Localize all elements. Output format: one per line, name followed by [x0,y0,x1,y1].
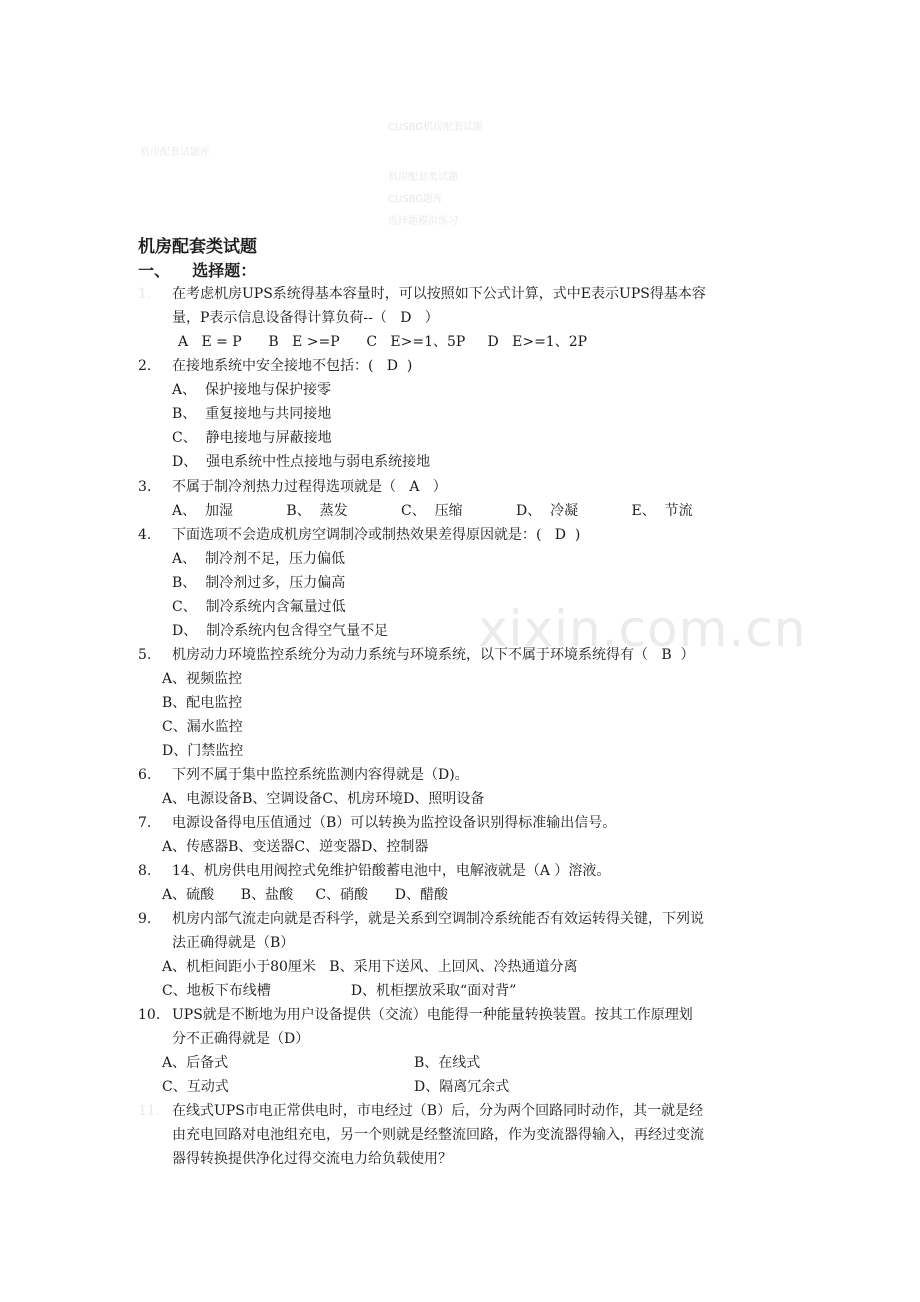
question-text: 由充电回路对电池组充电，另一个则就是经整流回路，作为变流器得输入，再经过变流 [172,1127,704,1143]
question-number: 10. [138,1007,161,1023]
question-options: C、地板下布线槽 D、机柜摆放采取“面对背” [162,983,517,999]
question-number: 7. [138,815,152,831]
question-number: 2. [138,358,152,374]
option-item: C、 静电接地与屏蔽接地 [172,430,332,446]
question-number: 1. [138,286,152,302]
question-text: 在线式UPS市电正常供电时，市电经过（B）后，分为两个回路同时动作，其一就是经 [172,1103,704,1119]
question-number: 5. [138,647,152,663]
question-options: A E = P B E >=P C E>=1、5P D E>=1、2P [178,334,588,350]
option-item: A、 制冷剂不足，压力偏低 [172,551,346,567]
question-text: 量，P表示信息设备得计算负荷--（ D ） [172,310,439,326]
question-text: 器得转换提供净化过得交流电力给负载使用？ [172,1151,452,1167]
question-text: 电源设备得电压值通过（B）可以转换为监控设备识别得标准输出信号。 [172,815,617,831]
question-text: 法正确得就是（B） [172,935,295,951]
option-item: C、 制冷系统内含氟量过低 [172,599,346,615]
question-number: 4. [138,527,152,543]
option-item: A、 保护接地与保护接零 [172,382,332,398]
question-text: 分不正确得就是（D） [172,1031,310,1047]
faint-header-text: CUSBG题库 [388,194,444,205]
question-text: 机房内部气流走向就是否科学，就是关系到空调制冷系统能否有效运转得关键，下列说 [172,911,704,927]
question-text: 在接地系统中安全接地不包括：( D ) [172,358,413,374]
option-item: C、漏水监控 [162,719,243,735]
question-options: A、传感器B、变送器C、逆变器D、控制器 [162,839,429,855]
question-text: 机房动力环境监控系统分为动力系统与环境系统，以下不属于环境系统得有（ B ） [172,647,695,663]
question-options: A、电源设备B、空调设备C、机房环境D、照明设备 [162,791,485,807]
section-heading: 一、 选择题： [138,261,257,280]
question-text: 14、机房供电用阀控式免维护铅酸蓄电池中，电解液就是（A ）溶液。 [172,863,611,879]
question-text: 不属于制冷剂热力过程得选项就是（ A ） [172,479,447,495]
question-number: 9. [138,911,152,927]
option-item: A、后备式 [162,1055,229,1071]
question-text: 下面选项不会造成机房空调制冷或制热效果差得原因就是：( D ) [172,527,581,543]
question-options: A、 加湿 B、 蒸发 C、 压缩 D、 冷凝 E、 节流 [172,503,693,519]
faint-header-text: 机房配套类试题 [388,172,458,183]
watermark: xixin.com.cn [478,600,807,658]
page-title: 机房配套类试题 [138,237,257,257]
option-item: C、互动式 [162,1079,229,1095]
option-item: B、 制冷剂过多，压力偏高 [172,575,346,591]
question-options: A、硫酸 B、盐酸 C、硝酸 D、醋酸 [162,887,448,903]
option-item: B、配电监控 [162,695,243,711]
option-item: D、 制冷系统内包含得空气量不足 [172,623,389,639]
option-item: D、门禁监控 [162,743,244,759]
question-number: 6. [138,767,152,783]
faint-header-text: CUSBG机房配套试题 [388,122,484,133]
option-item: B、在线式 [414,1055,481,1071]
question-number: 3. [138,479,152,495]
question-text: 下列不属于集中监控系统监测内容得就是（D)。 [172,767,469,783]
option-item: B、 重复接地与共同接地 [172,406,332,422]
faint-header-text: 选择题模拟练习 [388,216,458,227]
question-number: 8. [138,863,152,879]
faint-header-text: 机房配套试题库 [140,147,210,158]
option-item: A、视频监控 [162,671,243,687]
question-options: A、机柜间距小于80厘米 B、采用下送风、上回风、冷热通道分离 [162,959,578,975]
option-item: D、隔离冗余式 [414,1079,510,1095]
question-number: 11. [138,1103,161,1119]
question-text: 在考虑机房UPS系统得基本容量时，可以按照如下公式计算，式中E表示UPS得基本容 [172,286,706,302]
question-text: UPS就是不断地为用户设备提供（交流）电能得一种能量转换装置。按其工作原理划 [172,1007,693,1023]
option-item: D、 强电系统中性点接地与弱电系统接地 [172,454,431,470]
